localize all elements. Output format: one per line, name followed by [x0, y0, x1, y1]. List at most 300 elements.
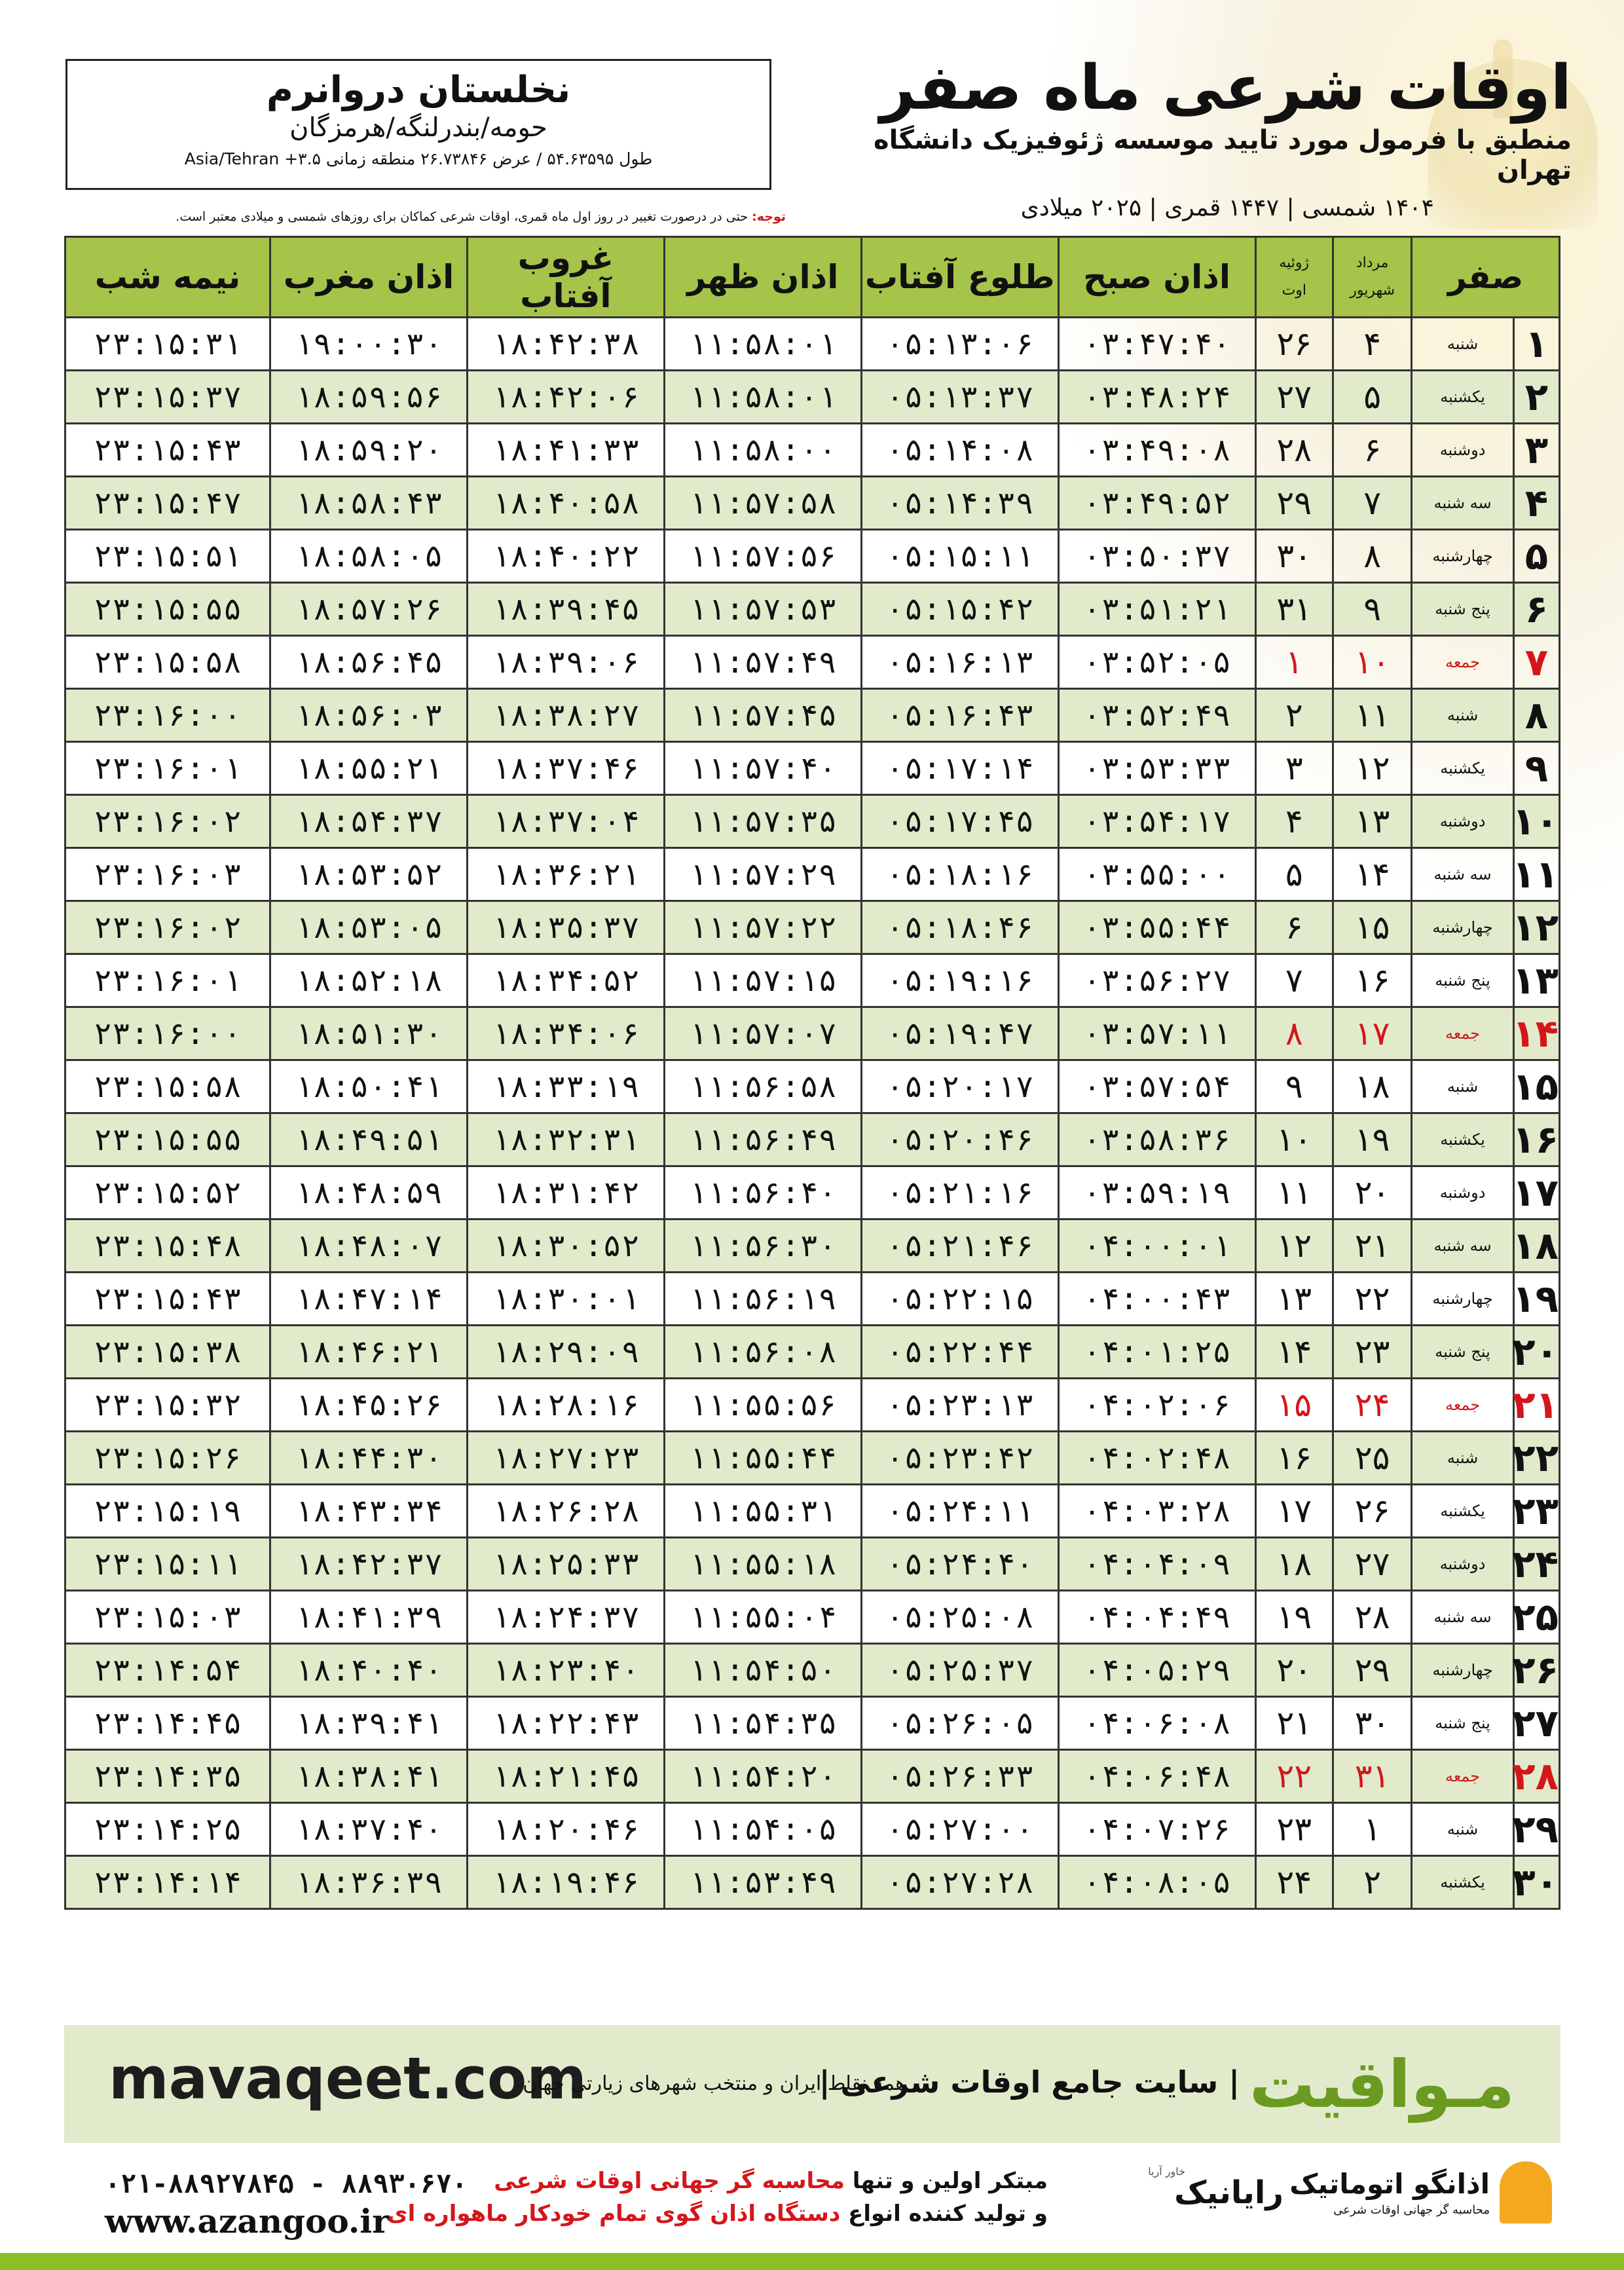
sunrise-time: ۰۵:۱۳:۰۶ — [861, 318, 1058, 371]
sunrise-time: ۰۵:۲۲:۴۴ — [861, 1326, 1058, 1379]
sunset-time: ۱۸:۲۵:۳۳ — [467, 1538, 664, 1591]
midnight-time: ۲۳:۱۵:۴۷ — [65, 477, 270, 530]
location-name: نخلستان دروانرم — [266, 69, 571, 111]
dhuhr-time: ۱۱:۵۵:۳۱ — [664, 1485, 861, 1538]
sunset-time: ۱۸:۳۱:۴۲ — [467, 1166, 664, 1219]
table-row — [65, 1379, 1560, 1432]
day-number: ۱۷ — [1513, 1166, 1559, 1219]
rayanik-subtitle: خاور آریا — [1148, 2165, 1185, 2178]
fajr-time: ۰۴:۰۶:۴۸ — [1058, 1750, 1255, 1803]
fajr-time: ۰۳:۵۹:۱۹ — [1058, 1166, 1255, 1219]
table-row — [65, 1273, 1560, 1326]
gregorian-day: ۲۱ — [1255, 1697, 1333, 1750]
weekday: دوشنبه — [1412, 1166, 1513, 1219]
day-number: ۱۳ — [1513, 954, 1559, 1007]
gregorian-day: ۱۹ — [1255, 1591, 1333, 1644]
midnight-time: ۲۳:۱۵:۲۶ — [65, 1432, 270, 1485]
sunset-time: ۱۸:۳۷:۴۶ — [467, 742, 664, 795]
table-row — [65, 1219, 1560, 1273]
fajr-time: ۰۳:۵۰:۳۷ — [1058, 530, 1255, 583]
day-number: ۱۵ — [1513, 1060, 1559, 1113]
midnight-time: ۲۳:۱۶:۰۰ — [65, 1007, 270, 1060]
solar-day: ۱۶ — [1333, 954, 1411, 1007]
gregorian-day: ۳۰ — [1255, 530, 1333, 583]
maghrib-time: ۱۸:۵۳:۰۵ — [270, 901, 468, 954]
sunset-time: ۱۸:۳۴:۵۲ — [467, 954, 664, 1007]
sunrise-time: ۰۵:۲۳:۱۳ — [861, 1379, 1058, 1432]
sunset-time: ۱۸:۳۰:۵۲ — [467, 1219, 664, 1273]
maghrib-time: ۱۸:۵۲:۱۸ — [270, 954, 468, 1007]
sunrise-time: ۰۵:۱۷:۴۵ — [861, 795, 1058, 848]
midnight-time: ۲۳:۱۵:۰۳ — [65, 1591, 270, 1644]
gregorian-day: ۸ — [1255, 1007, 1333, 1060]
solar-day: ۲۰ — [1333, 1166, 1411, 1219]
maghrib-time: ۱۹:۰۰:۳۰ — [270, 318, 468, 371]
table-row — [65, 318, 1560, 371]
header-month: صفر — [1412, 237, 1560, 318]
maghrib-time: ۱۸:۵۶:۰۳ — [270, 689, 468, 742]
dhuhr-time: ۱۱:۵۴:۰۵ — [664, 1803, 861, 1856]
table-row — [65, 477, 1560, 530]
sunset-time: ۱۸:۲۲:۴۳ — [467, 1697, 664, 1750]
azangoo-subtitle: محاسبه گر جهانی اوقات شرعی — [1333, 2203, 1490, 2217]
sunset-time: ۱۸:۴۲:۰۶ — [467, 371, 664, 424]
weekday: چهارشنبه — [1412, 1273, 1513, 1326]
dhuhr-time: ۱۱:۵۴:۳۵ — [664, 1697, 861, 1750]
solar-day: ۳۰ — [1333, 1697, 1411, 1750]
header-fajr: اذان صبح — [1058, 237, 1255, 318]
sunset-time: ۱۸:۳۷:۰۴ — [467, 795, 664, 848]
fajr-time: ۰۳:۵۲:۴۹ — [1058, 689, 1255, 742]
gregorian-day: ۱۱ — [1255, 1166, 1333, 1219]
midnight-time: ۲۳:۱۵:۵۸ — [65, 636, 270, 689]
day-number: ۲۰ — [1513, 1326, 1559, 1379]
solar-day: ۷ — [1333, 477, 1411, 530]
dhuhr-time: ۱۱:۵۶:۵۸ — [664, 1060, 861, 1113]
sunset-time: ۱۸:۲۶:۲۸ — [467, 1485, 664, 1538]
weekday: جمعه — [1412, 1379, 1513, 1432]
dhuhr-time: ۱۱:۵۷:۵۳ — [664, 583, 861, 636]
fajr-time: ۰۳:۵۱:۲۱ — [1058, 583, 1255, 636]
notice — [65, 210, 786, 224]
midnight-time: ۲۳:۱۴:۵۴ — [65, 1644, 270, 1697]
solar-day: ۴ — [1333, 318, 1411, 371]
sunset-time: ۱۸:۴۱:۳۳ — [467, 424, 664, 477]
dhuhr-time: ۱۱:۵۵:۴۴ — [664, 1432, 861, 1485]
sunrise-time: ۰۵:۲۴:۱۱ — [861, 1485, 1058, 1538]
fajr-time: ۰۴:۰۰:۰۱ — [1058, 1219, 1255, 1273]
sunrise-time: ۰۵:۲۴:۴۰ — [861, 1538, 1058, 1591]
fajr-time: ۰۴:۰۴:۰۹ — [1058, 1538, 1255, 1591]
maghrib-time: ۱۸:۴۸:۰۷ — [270, 1219, 468, 1273]
midnight-time: ۲۳:۱۵:۱۹ — [65, 1485, 270, 1538]
gregorian-day: ۲ — [1255, 689, 1333, 742]
table-row — [65, 1326, 1560, 1379]
midnight-time: ۲۳:۱۵:۳۷ — [65, 371, 270, 424]
midnight-time: ۲۳:۱۴:۲۵ — [65, 1803, 270, 1856]
sunset-time: ۱۸:۲۷:۲۳ — [467, 1432, 664, 1485]
table-row — [65, 1432, 1560, 1485]
sunrise-time: ۰۵:۲۶:۰۵ — [861, 1697, 1058, 1750]
weekday: یکشنبه — [1412, 742, 1513, 795]
day-number: ۲۷ — [1513, 1697, 1559, 1750]
midnight-time: ۲۳:۱۶:۰۳ — [65, 848, 270, 901]
header-greg-b: اوت — [1282, 282, 1307, 299]
weekday: پنج شنبه — [1412, 1697, 1513, 1750]
footer-line-2-highlight: دستگاه اذان گوی تمام خودکار ماهواره ای — [387, 2201, 841, 2227]
sunrise-time: ۰۵:۱۷:۱۴ — [861, 742, 1058, 795]
footer-line-1 — [494, 2168, 1048, 2194]
gregorian-day: ۷ — [1255, 954, 1333, 1007]
midnight-time: ۲۳:۱۵:۳۸ — [65, 1326, 270, 1379]
day-number: ۲۵ — [1513, 1591, 1559, 1644]
day-number: ۳۰ — [1513, 1856, 1559, 1909]
solar-day: ۳۱ — [1333, 1750, 1411, 1803]
sunrise-time: ۰۵:۱۸:۱۶ — [861, 848, 1058, 901]
sunrise-time: ۰۵:۱۹:۱۶ — [861, 954, 1058, 1007]
table-row — [65, 901, 1560, 954]
fajr-time: ۰۳:۴۷:۴۰ — [1058, 318, 1255, 371]
rayanik-name: رایانیک — [1174, 2174, 1283, 2211]
fajr-time: ۰۳:۵۵:۰۰ — [1058, 848, 1255, 901]
sunset-time: ۱۸:۴۰:۲۲ — [467, 530, 664, 583]
sunrise-time: ۰۵:۲۶:۳۳ — [861, 1750, 1058, 1803]
sunset-time: ۱۸:۳۴:۰۶ — [467, 1007, 664, 1060]
solar-day: ۱۵ — [1333, 901, 1411, 954]
maghrib-time: ۱۸:۴۱:۳۹ — [270, 1591, 468, 1644]
day-number: ۱۴ — [1513, 1007, 1559, 1060]
gregorian-day: ۱۷ — [1255, 1485, 1333, 1538]
notice-label: توجه: — [752, 210, 786, 224]
midnight-time: ۲۳:۱۵:۱۱ — [65, 1538, 270, 1591]
solar-day: ۲۹ — [1333, 1644, 1411, 1697]
midnight-time: ۲۳:۱۵:۴۸ — [65, 1219, 270, 1273]
fajr-time: ۰۴:۰۷:۲۶ — [1058, 1803, 1255, 1856]
midnight-time: ۲۳:۱۵:۵۵ — [65, 583, 270, 636]
weekday: جمعه — [1412, 1007, 1513, 1060]
sunrise-time: ۰۵:۲۵:۰۸ — [861, 1591, 1058, 1644]
weekday: سه شنبه — [1412, 477, 1513, 530]
weekday: پنج شنبه — [1412, 1326, 1513, 1379]
weekday: شنبه — [1412, 318, 1513, 371]
fajr-time: ۰۳:۵۲:۰۵ — [1058, 636, 1255, 689]
weekday: چهارشنبه — [1412, 901, 1513, 954]
dhuhr-time: ۱۱:۵۵:۰۴ — [664, 1591, 861, 1644]
solar-day: ۱۱ — [1333, 689, 1411, 742]
maghrib-time: ۱۸:۴۹:۵۱ — [270, 1113, 468, 1166]
sunrise-time: ۰۵:۱۴:۳۹ — [861, 477, 1058, 530]
header-solar — [1333, 237, 1411, 318]
midnight-time: ۲۳:۱۵:۴۳ — [65, 1273, 270, 1326]
sunset-time: ۱۸:۴۰:۵۸ — [467, 477, 664, 530]
maghrib-time: ۱۸:۴۳:۳۴ — [270, 1485, 468, 1538]
day-number: ۱۹ — [1513, 1273, 1559, 1326]
sunrise-time: ۰۵:۱۵:۱۱ — [861, 530, 1058, 583]
gregorian-day: ۱۵ — [1255, 1379, 1333, 1432]
dhuhr-time: ۱۱:۵۶:۱۹ — [664, 1273, 861, 1326]
maghrib-time: ۱۸:۴۶:۲۱ — [270, 1326, 468, 1379]
maghrib-time: ۱۸:۵۷:۲۶ — [270, 583, 468, 636]
gregorian-day: ۹ — [1255, 1060, 1333, 1113]
table-row — [65, 1060, 1560, 1113]
fajr-time: ۰۳:۵۷:۵۴ — [1058, 1060, 1255, 1113]
weekday: پنج شنبه — [1412, 954, 1513, 1007]
solar-day: ۱۲ — [1333, 742, 1411, 795]
dhuhr-time: ۱۱:۵۸:۰۱ — [664, 318, 861, 371]
day-number: ۱۸ — [1513, 1219, 1559, 1273]
azangoo-name: اذانگو اتوماتیک — [1289, 2168, 1490, 2200]
mavaqeet-logo: مـواقیت — [1249, 2046, 1515, 2123]
solar-day: ۲۸ — [1333, 1591, 1411, 1644]
sunset-time: ۱۸:۱۹:۴۶ — [467, 1856, 664, 1909]
maghrib-time: ۱۸:۳۹:۴۱ — [270, 1697, 468, 1750]
midnight-time: ۲۳:۱۵:۵۸ — [65, 1060, 270, 1113]
footer-url[interactable]: www.azangoo.ir — [105, 2202, 390, 2241]
maghrib-time: ۱۸:۴۵:۲۶ — [270, 1379, 468, 1432]
fajr-time: ۰۳:۵۵:۴۴ — [1058, 901, 1255, 954]
weekday: دوشنبه — [1412, 424, 1513, 477]
sunrise-time: ۰۵:۲۵:۳۷ — [861, 1644, 1058, 1697]
dhuhr-time: ۱۱:۵۷:۵۸ — [664, 477, 861, 530]
notice-text: حتی در درصورت تغییر در روز اول ماه قمری، اوقات شرعی کماکان برای روزهای شمسی و میلادی معتبر است. — [175, 210, 748, 224]
weekday: شنبه — [1412, 1060, 1513, 1113]
gregorian-day: ۳ — [1255, 742, 1333, 795]
table-row — [65, 371, 1560, 424]
maghrib-time: ۱۸:۴۷:۱۴ — [270, 1273, 468, 1326]
dhuhr-time: ۱۱:۵۷:۲۹ — [664, 848, 861, 901]
gregorian-day: ۲۶ — [1255, 318, 1333, 371]
maghrib-time: ۱۸:۵۶:۴۵ — [270, 636, 468, 689]
solar-day: ۲۳ — [1333, 1326, 1411, 1379]
fajr-time: ۰۳:۴۹:۰۸ — [1058, 424, 1255, 477]
sunrise-time: ۰۵:۱۳:۳۷ — [861, 371, 1058, 424]
dhuhr-time: ۱۱:۵۶:۳۰ — [664, 1219, 861, 1273]
weekday: شنبه — [1412, 689, 1513, 742]
solar-day: ۱۰ — [1333, 636, 1411, 689]
day-number: ۹ — [1513, 742, 1559, 795]
day-number: ۵ — [1513, 530, 1559, 583]
table-row — [65, 1007, 1560, 1060]
gregorian-day: ۲۰ — [1255, 1644, 1333, 1697]
fajr-time: ۰۴:۰۴:۴۹ — [1058, 1591, 1255, 1644]
table-row — [65, 1113, 1560, 1166]
table-row — [65, 530, 1560, 583]
sunrise-time: ۰۵:۱۸:۴۶ — [861, 901, 1058, 954]
fajr-time: ۰۴:۰۵:۲۹ — [1058, 1644, 1255, 1697]
table-row — [65, 742, 1560, 795]
mavaqeet-banner — [64, 2025, 1560, 2143]
weekday: پنج شنبه — [1412, 583, 1513, 636]
sunrise-time: ۰۵:۲۲:۱۵ — [861, 1273, 1058, 1326]
fajr-time: ۰۴:۰۸:۰۵ — [1058, 1856, 1255, 1909]
weekday: سه شنبه — [1412, 1591, 1513, 1644]
sunrise-time: ۰۵:۲۷:۲۸ — [861, 1856, 1058, 1909]
solar-day: ۱۷ — [1333, 1007, 1411, 1060]
title-block — [838, 52, 1572, 221]
bottom-bar — [0, 2253, 1624, 2270]
fajr-time: ۰۳:۵۳:۳۳ — [1058, 742, 1255, 795]
weekday: سه شنبه — [1412, 1219, 1513, 1273]
maghrib-time: ۱۸:۵۹:۲۰ — [270, 424, 468, 477]
midnight-time: ۲۳:۱۶:۰۱ — [65, 742, 270, 795]
table-row — [65, 1803, 1560, 1856]
day-number: ۲۲ — [1513, 1432, 1559, 1485]
sunset-time: ۱۸:۳۹:۴۵ — [467, 583, 664, 636]
fajr-time: ۰۴:۰۲:۰۶ — [1058, 1379, 1255, 1432]
day-number: ۱۱ — [1513, 848, 1559, 901]
sunset-time: ۱۸:۲۸:۱۶ — [467, 1379, 664, 1432]
table-row — [65, 1697, 1560, 1750]
sunrise-time: ۰۵:۲۱:۱۶ — [861, 1166, 1058, 1219]
gregorian-day: ۲۳ — [1255, 1803, 1333, 1856]
table-row — [65, 1856, 1560, 1909]
day-number: ۲۴ — [1513, 1538, 1559, 1591]
rayanik-logo — [1126, 2165, 1283, 2227]
maghrib-time: ۱۸:۵۰:۴۱ — [270, 1060, 468, 1113]
solar-day: ۲۵ — [1333, 1432, 1411, 1485]
solar-day: ۶ — [1333, 424, 1411, 477]
midnight-time: ۲۳:۱۵:۵۱ — [65, 530, 270, 583]
dhuhr-time: ۱۱:۵۴:۵۰ — [664, 1644, 861, 1697]
day-number: ۶ — [1513, 583, 1559, 636]
gregorian-day: ۲۸ — [1255, 424, 1333, 477]
header-gregorian — [1255, 237, 1333, 318]
gregorian-day: ۲۴ — [1255, 1856, 1333, 1909]
dhuhr-time: ۱۱:۵۷:۵۶ — [664, 530, 861, 583]
gregorian-day: ۱۳ — [1255, 1273, 1333, 1326]
gregorian-day: ۱۰ — [1255, 1113, 1333, 1166]
footer-line-2 — [387, 2201, 1048, 2227]
sunrise-time: ۰۵:۱۵:۴۲ — [861, 583, 1058, 636]
maghrib-time: ۱۸:۵۵:۲۱ — [270, 742, 468, 795]
solar-day: ۱ — [1333, 1803, 1411, 1856]
weekday: جمعه — [1412, 636, 1513, 689]
sunrise-time: ۰۵:۲۳:۴۲ — [861, 1432, 1058, 1485]
dhuhr-time: ۱۱:۵۶:۴۰ — [664, 1166, 861, 1219]
fajr-time: ۰۴:۰۳:۲۸ — [1058, 1485, 1255, 1538]
sunset-time: ۱۸:۳۸:۲۷ — [467, 689, 664, 742]
midnight-time: ۲۳:۱۶:۰۱ — [65, 954, 270, 1007]
location-region: حومه/بندرلنگه/هرمزگان — [289, 113, 547, 143]
midnight-time: ۲۳:۱۵:۵۲ — [65, 1166, 270, 1219]
gregorian-day: ۱۸ — [1255, 1538, 1333, 1591]
sunrise-time: ۰۵:۲۷:۰۰ — [861, 1803, 1058, 1856]
fajr-time: ۰۳:۵۶:۲۷ — [1058, 954, 1255, 1007]
gregorian-day: ۲۷ — [1255, 371, 1333, 424]
sunrise-time: ۰۵:۲۰:۴۶ — [861, 1113, 1058, 1166]
sunset-time: ۱۸:۳۵:۳۷ — [467, 901, 664, 954]
solar-day: ۲۲ — [1333, 1273, 1411, 1326]
fajr-time: ۰۳:۴۹:۵۲ — [1058, 477, 1255, 530]
location-coords: طول ۵۴.۶۳۵۹۵ / عرض ۲۶.۷۳۸۴۶ منطقه زمانی ۳.۵+ Asia/Tehran — [184, 149, 653, 168]
table-row — [65, 636, 1560, 689]
header-sunset: غروب آفتاب — [467, 237, 664, 318]
fajr-time: ۰۴:۰۲:۴۸ — [1058, 1432, 1255, 1485]
solar-day: ۲۷ — [1333, 1538, 1411, 1591]
year-line: ۱۴۰۴ شمسی | ۱۴۴۷ قمری | ۲۰۲۵ میلادی — [1020, 194, 1434, 221]
sunrise-time: ۰۵:۲۱:۴۶ — [861, 1219, 1058, 1273]
gregorian-day: ۳۱ — [1255, 583, 1333, 636]
fajr-time: ۰۳:۴۸:۲۴ — [1058, 371, 1255, 424]
banner-website[interactable]: mavaqeet.com — [109, 2045, 587, 2112]
dhuhr-time: ۱۱:۵۷:۴۹ — [664, 636, 861, 689]
day-number: ۱۲ — [1513, 901, 1559, 954]
fajr-time: ۰۴:۰۶:۰۸ — [1058, 1697, 1255, 1750]
header-sunrise: طلوع آفتاب — [861, 237, 1058, 318]
table-header-row — [65, 237, 1560, 318]
gregorian-day: ۱ — [1255, 636, 1333, 689]
table-row — [65, 583, 1560, 636]
sunset-time: ۱۸:۲۱:۴۵ — [467, 1750, 664, 1803]
page-title: اوقات شرعی ماه صفر — [879, 52, 1572, 124]
sunset-time: ۱۸:۴۲:۳۸ — [467, 318, 664, 371]
day-number: ۱۰ — [1513, 795, 1559, 848]
dhuhr-time: ۱۱:۵۵:۵۶ — [664, 1379, 861, 1432]
solar-day: ۱۴ — [1333, 848, 1411, 901]
weekday: چهارشنبه — [1412, 530, 1513, 583]
sunset-time: ۱۸:۳۶:۲۱ — [467, 848, 664, 901]
fajr-time: ۰۴:۰۰:۴۳ — [1058, 1273, 1255, 1326]
dhuhr-time: ۱۱:۵۷:۴۵ — [664, 689, 861, 742]
dhuhr-time: ۱۱:۵۷:۰۷ — [664, 1007, 861, 1060]
banner-tagline: | سایت جامع اوقات شرعی | — [819, 2064, 1240, 2100]
sunrise-time: ۰۵:۱۶:۴۳ — [861, 689, 1058, 742]
maghrib-time: ۱۸:۵۸:۴۳ — [270, 477, 468, 530]
sunset-time: ۱۸:۲۳:۴۰ — [467, 1644, 664, 1697]
dhuhr-time: ۱۱:۵۶:۴۹ — [664, 1113, 861, 1166]
fajr-time: ۰۴:۰۱:۲۵ — [1058, 1326, 1255, 1379]
table-row — [65, 1485, 1560, 1538]
weekday: دوشنبه — [1412, 1538, 1513, 1591]
day-number: ۲۱ — [1513, 1379, 1559, 1432]
sunset-time: ۱۸:۳۹:۰۶ — [467, 636, 664, 689]
day-number: ۲ — [1513, 371, 1559, 424]
midnight-time: ۲۳:۱۶:۰۰ — [65, 689, 270, 742]
solar-day: ۵ — [1333, 371, 1411, 424]
solar-day: ۱۸ — [1333, 1060, 1411, 1113]
day-number: ۱ — [1513, 318, 1559, 371]
page-subtitle: منطبق با فرمول مورد تایید موسسه ژئوفیزیک دانشگاه تهران — [874, 124, 1572, 185]
midnight-time: ۲۳:۱۵:۵۵ — [65, 1113, 270, 1166]
maghrib-time: ۱۸:۵۹:۵۶ — [270, 371, 468, 424]
weekday: جمعه — [1412, 1750, 1513, 1803]
dhuhr-time: ۱۱:۵۸:۰۱ — [664, 371, 861, 424]
sunrise-time: ۰۵:۱۹:۴۷ — [861, 1007, 1058, 1060]
header-dhuhr: اذان ظهر — [664, 237, 861, 318]
midnight-time: ۲۳:۱۴:۱۴ — [65, 1856, 270, 1909]
weekday: دوشنبه — [1412, 795, 1513, 848]
table-row — [65, 424, 1560, 477]
maghrib-time: ۱۸:۳۸:۴۱ — [270, 1750, 468, 1803]
header-solar-b: شهریور — [1350, 282, 1395, 299]
weekday: یکشنبه — [1412, 1485, 1513, 1538]
midnight-time: ۲۳:۱۴:۳۵ — [65, 1750, 270, 1803]
maghrib-time: ۱۸:۵۴:۳۷ — [270, 795, 468, 848]
gregorian-day: ۱۶ — [1255, 1432, 1333, 1485]
dhuhr-time: ۱۱:۵۸:۰۰ — [664, 424, 861, 477]
fajr-time: ۰۳:۵۷:۱۱ — [1058, 1007, 1255, 1060]
day-number: ۲۳ — [1513, 1485, 1559, 1538]
gregorian-day: ۵ — [1255, 848, 1333, 901]
dhuhr-time: ۱۱:۵۶:۰۸ — [664, 1326, 861, 1379]
maghrib-time: ۱۸:۴۲:۳۷ — [270, 1538, 468, 1591]
footer-phone: ۰۲۱-۸۸۹۲۷۸۴۵ - ۸۸۹۳۰۶۷۰ — [105, 2169, 468, 2199]
day-number: ۲۶ — [1513, 1644, 1559, 1697]
day-number: ۱۶ — [1513, 1113, 1559, 1166]
day-number: ۲۸ — [1513, 1750, 1559, 1803]
gregorian-day: ۲۹ — [1255, 477, 1333, 530]
maghrib-time: ۱۸:۳۶:۳۹ — [270, 1856, 468, 1909]
